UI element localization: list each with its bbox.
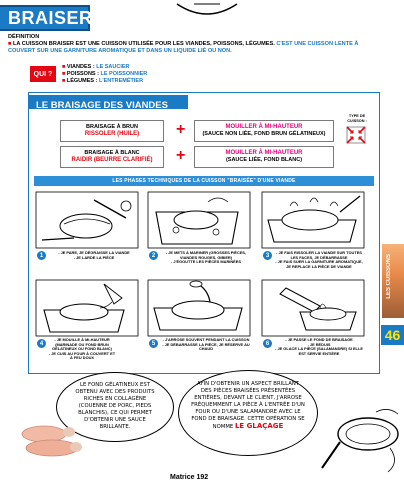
step-caption: - JE METS À MARINER (GROSSES PIÈCES, VIANDES ROUGES, GIBIER) - J'ÉGOUTTE LES PIÈCES MARINÉES bbox=[165, 250, 247, 265]
qui-list bbox=[62, 64, 147, 85]
bubble-left-text: LE FOND GÉLATINEUX EST OBTENU AVEC DES PRODUITS RICHES EN COLLAGÈNE (COUENNE DE PORC, PIEDS BLANCHIS), CE QUI PERMET D'OBTENIR UNE SAUCE BRILLANTE. bbox=[75, 382, 155, 430]
meat-trimming-illustration bbox=[34, 190, 140, 250]
step-number-badge: 5 bbox=[148, 338, 159, 349]
mouiller-brun-box: MOUILLER À MI-HAUTEUR (SAUCE NON LIÉE, FOND BRUN GÉLATINEUX) bbox=[194, 120, 334, 142]
bullet-square-icon: ■ bbox=[62, 78, 66, 84]
page-number-badge: 46 bbox=[381, 325, 404, 345]
pig-feet-image bbox=[14, 416, 86, 460]
step-caption: - JE MOUILLE À MI-HAUTEUR (MARINADE OU FOND BRUN GÉLATINEUX OU FOND BLANC) - JE CUIS AU FOUR À COUVERT ET À FEU DOUX bbox=[48, 337, 116, 361]
bubble-right-text: AFIN D'OBTENIR UN ASPECT BRILLANT DES PIÈCES BRAISÉES PRÉSENTÉES ENTIÈRES, DEVANT LE CLIENT, J'ARROSE FRÉQUEMMENT LA PIÈCE À L'ENTRÉE D'UN FOUR OU D'UNE SALAMANDRE AVEC LE FOND DE BRAISAGE. CETTE OPÉRATION SE NOMME bbox=[191, 381, 305, 430]
definition-text-blue: C'EST UNE CUISSON LENTE À COUVERT SUR UNE GARNITURE AROMATIQUE ET DANS UN LIQUIDE LIÉ OU NON. bbox=[8, 41, 359, 54]
title-banner bbox=[0, 5, 93, 31]
qui-item: ■ VIANDES : LE SAUCIER bbox=[62, 64, 130, 70]
bullet-square-icon: ■ bbox=[8, 41, 12, 47]
searing-meat-illustration bbox=[260, 190, 366, 250]
step-card bbox=[34, 278, 140, 362]
step-card bbox=[146, 278, 252, 362]
step-card bbox=[34, 190, 140, 274]
bullet-square-icon: ■ bbox=[62, 71, 66, 77]
pan-glazing-illustration bbox=[318, 402, 404, 474]
step-caption: - JE PASSE LE FOND DE BRAISAGE - JE RÉDUIS - JE GLACE LA PIÈCE (SALAMANDRE) SI ELLE EST SERVIE ENTIÈRE bbox=[275, 337, 363, 356]
step-caption: - JE FAIS RISSOLER LA VIANDE SUR TOUTES LES FACES, JE DÉBARRASSE - JE FAIS SUER LA GARNITURE AROMATIQUE, JE REPLACE LA PIÈCE DE VIANDE bbox=[275, 250, 363, 269]
step-card bbox=[260, 278, 366, 362]
glazing-meat-illustration bbox=[260, 278, 366, 338]
step-caption: - J'ARROSE SOUVENT PENDANT LA CUISSON - JE DÉBARRASSE LA PIÈCE, JE RÉSERVE AU CHAUD bbox=[162, 337, 250, 352]
section-tab bbox=[382, 244, 404, 318]
braisage-blanc-box: BRAISAGE À BLANC RAIDIR (BEURRE CLARIFIÉ) bbox=[60, 146, 164, 168]
page-title: BRAISER bbox=[8, 8, 93, 28]
step-card bbox=[146, 190, 252, 274]
plus-sign: + bbox=[176, 121, 186, 138]
step-card bbox=[260, 190, 366, 274]
braising-pan-illustration bbox=[172, 0, 242, 22]
marinating-meat-illustration bbox=[146, 190, 252, 250]
definition-text-main: LA CUISSON BRAISER EST UNE CUISSON UTILISÉE POUR LES VIANDES, POISSONS, LÉGUMES. bbox=[12, 41, 275, 47]
step-number-badge: 6 bbox=[262, 338, 273, 349]
bullet-square-icon: ■ bbox=[62, 64, 66, 70]
panel-title-bar bbox=[28, 95, 188, 109]
qui-item: ■ POISSONS : LE POISSONNIER bbox=[62, 71, 148, 77]
adding-liquid-illustration bbox=[34, 278, 140, 338]
plus-sign: + bbox=[176, 147, 186, 164]
phases-title: LES PHASES TECHNIQUES DE LA CUISSON "BRAISÉE" D'UNE VIANDE bbox=[112, 178, 296, 184]
definition-label: DÉFINITION bbox=[8, 34, 40, 40]
phases-title-bar bbox=[34, 176, 374, 186]
step-number-badge: 2 bbox=[148, 250, 159, 261]
mouiller-blanc-box: MOUILLER À MI-HAUTEUR (SAUCE LIÉE, FOND BLANC) bbox=[194, 146, 334, 168]
section-tab-label: LES CUISSONS bbox=[386, 254, 392, 299]
glacage-highlight: LE GLAÇAGE bbox=[234, 422, 284, 430]
braisage-brun-box: BRAISAGE À BRUN RISSOLER (HUILE) bbox=[60, 120, 164, 142]
speech-bubble-right bbox=[178, 370, 318, 456]
page-footer: Matrice 192 bbox=[170, 474, 209, 481]
basting-meat-illustration bbox=[146, 278, 252, 338]
qui-label-box: QUI ? bbox=[30, 66, 56, 82]
step-number-badge: 3 bbox=[262, 250, 273, 261]
mixed-cooking-type-icon bbox=[344, 124, 368, 146]
step-number-badge: 4 bbox=[36, 338, 47, 349]
step-number-badge: 1 bbox=[36, 250, 47, 261]
panel-title: LE BRAISAGE DES VIANDES bbox=[36, 100, 168, 111]
type-cuisson-label: TYPE DE CUISSON : bbox=[347, 114, 367, 123]
step-caption: - JE PARE, JE DÉGRAISSE LA VIANDE - JE LARDE LA PIÈCE bbox=[58, 250, 130, 260]
definition-text bbox=[8, 41, 378, 55]
qui-item: ■ LÉGUMES : L'ENTREMÉTIER bbox=[62, 78, 144, 84]
